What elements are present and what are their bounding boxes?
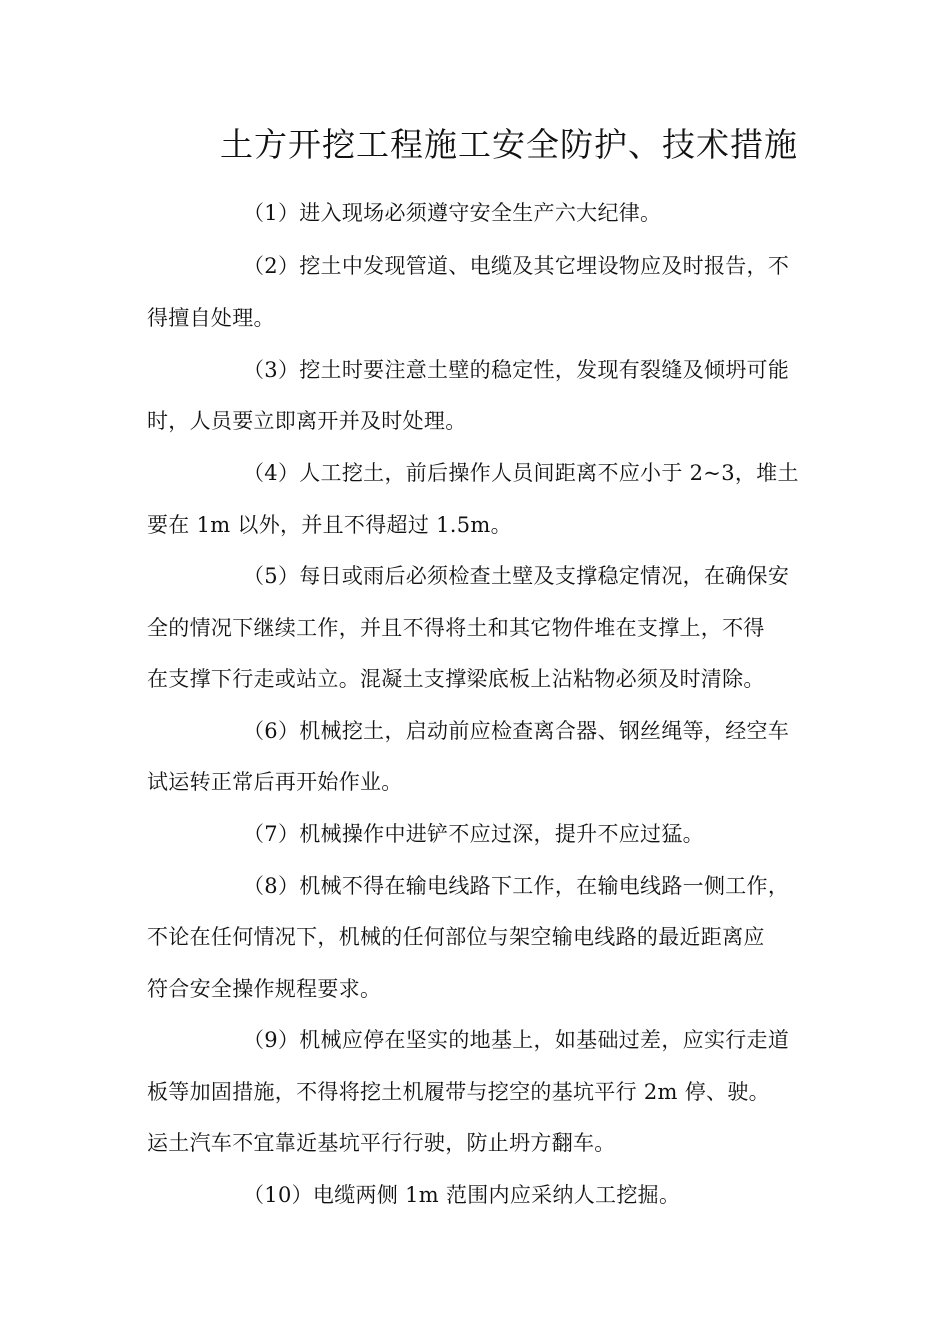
paragraph-8-line-3: 符合安全操作规程要求。 <box>147 977 382 1001</box>
paragraph-9-line-2: 板等加固措施，不得将挖土机履带与挖空的基坑平行 2m 停、驶。 <box>147 1080 770 1104</box>
paragraph-5-line-3: 在支撑下行走或站立。混凝土支撑梁底板上沾粘物必须及时清除。 <box>147 667 765 691</box>
paragraph-5-line-2: 全的情况下继续工作，并且不得将土和其它物件堆在支撑上，不得 <box>147 616 765 640</box>
paragraph-6-line-2: 试运转正常后再开始作业。 <box>147 770 403 794</box>
paragraph-7-line-1: （7）机械操作中进铲不应过深，提升不应过猛。 <box>243 822 704 846</box>
paragraph-10-line-1: （10）电缆两侧 1m 范围内应采纳人工挖掘。 <box>243 1183 681 1207</box>
paragraph-4-line-1: （4）人工挖土，前后操作人员间距离不应小于 2~3，堆土 <box>243 461 799 485</box>
paragraph-6-line-1: （6）机械挖土，启动前应检查离合器、钢丝绳等，经空车 <box>243 719 790 743</box>
paragraph-3-line-1: （3）挖土时要注意土壁的稳定性，发现有裂缝及倾坍可能 <box>243 358 790 382</box>
paragraph-9-line-3: 运土汽车不宜靠近基坑平行行驶，防止坍方翻车。 <box>147 1131 616 1155</box>
paragraph-5-line-1: （5）每日或雨后必须检查土壁及支撑稳定情况，在确保安 <box>243 564 790 588</box>
paragraph-3-line-2: 时，人员要立即离开并及时处理。 <box>147 409 467 433</box>
paragraph-8-line-1: （8）机械不得在输电线路下工作，在输电线路一侧工作， <box>243 874 790 898</box>
paragraph-1-line-1: （1）进入现场必须遵守安全生产六大纪律。 <box>243 201 662 225</box>
paragraph-9-line-1: （9）机械应停在坚实的地基上，如基础过差，应实行走道 <box>243 1028 790 1052</box>
paragraph-8-line-2: 不论在任何情况下，机械的任何部位与架空输电线路的最近距离应 <box>147 925 765 949</box>
paragraph-2-line-1: （2）挖土中发现管道、电缆及其它埋设物应及时报告，不 <box>243 254 790 278</box>
paragraph-2-line-2: 得擅自处理。 <box>147 306 275 330</box>
paragraph-4-line-2: 要在 1m 以外，并且不得超过 1.5m。 <box>147 513 512 537</box>
document-title: 土方开挖工程施工安全防护、技术措施 <box>220 125 798 164</box>
